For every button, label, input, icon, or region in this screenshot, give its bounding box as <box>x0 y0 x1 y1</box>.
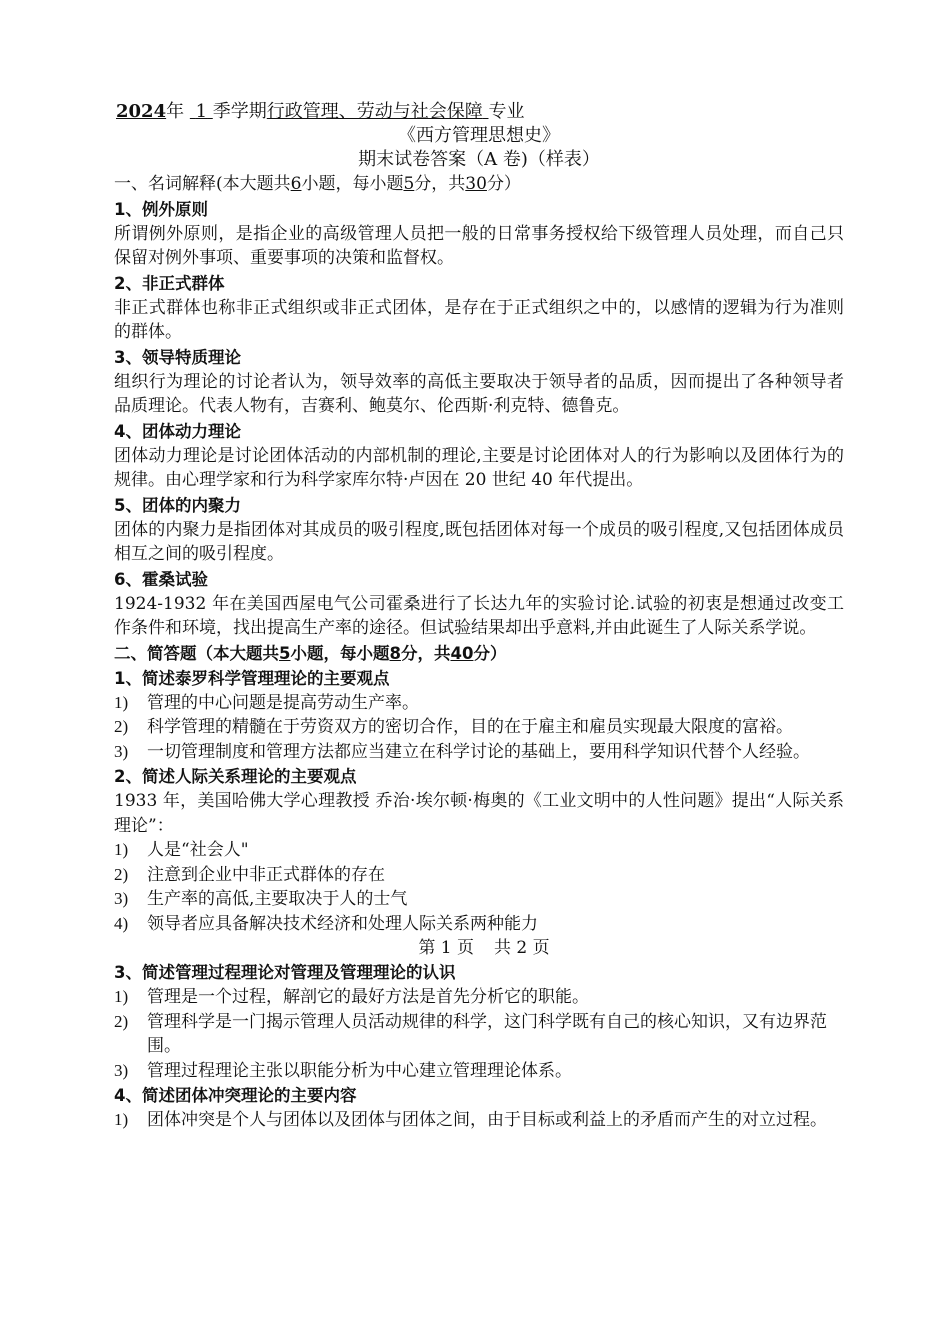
year: 2024 <box>116 101 167 122</box>
list-item: 3) 一切管理制度和管理方法都应当建立在科学讨论的基础上，要用科学知识代替个人经验。 <box>114 741 810 762</box>
list-item: 1) 管理的中心问题是提高劳动生产率。 <box>114 692 419 713</box>
list-item: 1) 团体冲突是个人与团体以及团体与团体之间，由于目标或利益上的矛盾而产生的对立过程。 <box>114 1110 827 1130</box>
term-body: 组织行为理论的讨论者认为，领导效率的高低主要取决于领导者的品质，因而提出了各种领导者品质理论。代表人物有，吉赛利、鲍莫尔、伦西斯·利克特、德鲁克。 <box>114 371 844 416</box>
term-title: 4、团体动力理论 <box>114 421 241 441</box>
term-body: 所谓例外原则，是指企业的高级管理人员把一般的日常事务授权给下级管理人员处理，而自己只保留对例外事项、重要事项的决策和监督权。 <box>114 223 844 268</box>
term-title: 3、领导特质理论 <box>114 347 241 367</box>
list-item: 2) 科学管理的精髓在于劳资双方的密切合作，目的在于雇主和雇员实现最大限度的富裕。 <box>114 717 793 737</box>
document-page <box>114 100 844 1133</box>
term-body: 团体的内聚力是指团体对其成员的吸引程度,既包括团体对每一个成员的吸引程度,又包括团体成员相互之间的吸引程度。 <box>114 519 844 564</box>
course-title: 《西方管理思想史》 <box>398 125 560 146</box>
question-title: 4、简述团体冲突理论的主要内容 <box>114 1086 357 1105</box>
exam-title: 期末试卷答案（A 卷)（样表） <box>358 149 600 170</box>
term-body: 团体动力理论是讨论团体活动的内部机制的理论,主要是讨论团体对人的行为影响以及团体行为的规律。由心理学家和行为科学家库尔特·卢因在 20 世纪 40 年代提出。 <box>114 445 844 490</box>
list-item: 4) 领导者应具备解决技术经济和处理人际关系两种能力 <box>114 913 538 934</box>
question-title: 2、简述人际关系理论的主要观点 <box>114 767 357 786</box>
list-item: 1) 管理是一个过程，解剖它的最好方法是首先分析它的职能。 <box>114 987 589 1007</box>
list-item: 3) 管理过程理论主张以职能分析为中心建立管理理论体系。 <box>114 1060 572 1081</box>
term-body: 1924-1932 年在美国西屋电气公司霍桑进行了长达九年的实验讨论.试验的初衷是想通过改变工作条件和环境，找出提高生产率的途径。但试验结果却出乎意料,并由此诞生了人际关系学说。 <box>114 593 844 638</box>
major-name: 行政管理、劳动与社会保障 <box>266 101 483 122</box>
section1-heading: 一、名词解释(本大题共6小题，每小题5分，共30分） <box>114 174 521 194</box>
season-label: 季学期 <box>212 101 267 122</box>
list-item: 2) 注意到企业中非正式群体的存在 <box>114 864 385 885</box>
term-title: 1、例外原则 <box>114 199 208 219</box>
term-title: 5、团体的内聚力 <box>114 495 241 515</box>
list-item: 1) 人是“社会人" <box>114 840 249 860</box>
major-suffix: 专业 <box>488 101 525 122</box>
season-number: 1 <box>195 101 208 122</box>
term-title: 2、非正式群体 <box>114 273 225 293</box>
header-line <box>114 100 844 124</box>
section2-heading: 二、简答题（本大题共5小题，每小题8分，共40分） <box>114 643 507 663</box>
page-number: 第 1 页 共 2 页 <box>418 938 550 958</box>
question-title: 1、简述泰罗科学管理理论的主要观点 <box>114 668 390 688</box>
year-label: 年 <box>166 101 185 122</box>
list-item: 3) 生产率的高低,主要取决于人的士气 <box>114 889 408 909</box>
question-intro: 1933 年，美国哈佛大学心理教授 乔治·埃尔顿·梅奥的《工业文明中的人性问题》提出“人际关系理论”： <box>114 791 844 836</box>
question-title: 3、简述管理过程理论对管理及管理理论的认识 <box>114 963 456 982</box>
list-item: 2) 管理科学是一门揭示管理人员活动规律的科学，这门科学既有自己的核心知识，又有边界范围。 <box>114 1011 827 1056</box>
term-body: 非正式群体也称非正式组织或非正式团体，是存在于正式组织之中的，以感情的逻辑为行为准则的群体。 <box>114 297 844 342</box>
term-title: 6、霍桑试验 <box>114 569 208 589</box>
